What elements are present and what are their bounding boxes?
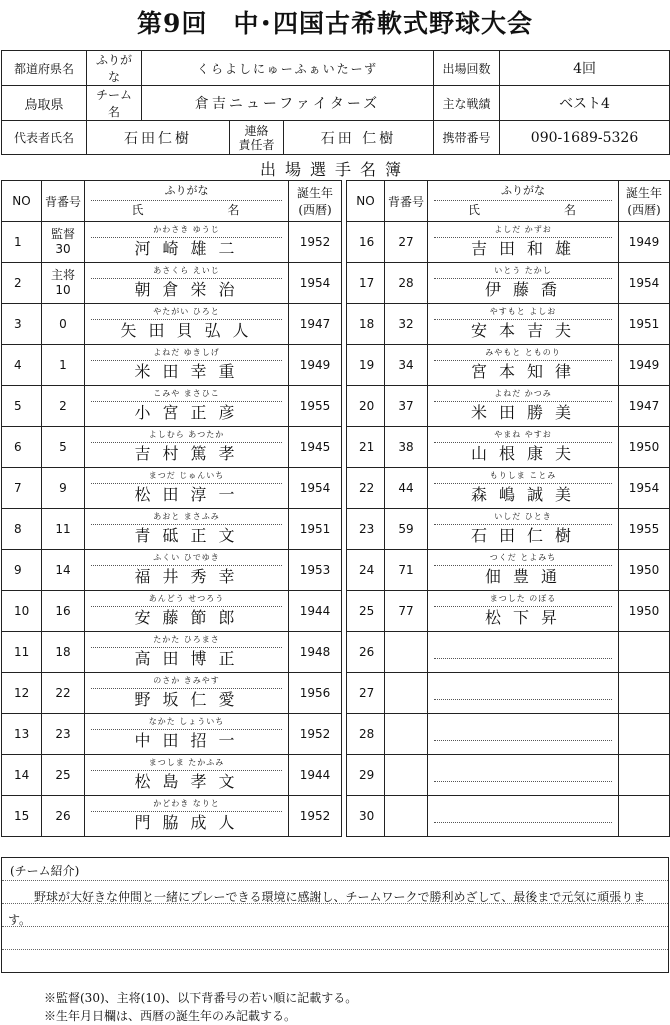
representative-label: 代表者氏名 <box>2 121 87 155</box>
player-name: 吉村篤孝 <box>134 444 247 463</box>
player-jersey-number: 14 <box>55 562 71 577</box>
player-jersey <box>42 468 85 509</box>
header-name-text: 氏 名 <box>131 203 260 217</box>
contact-label-line-2: 責任者 <box>238 137 275 152</box>
player-name-cell <box>85 345 289 386</box>
header-jersey: 背番号 <box>385 181 428 222</box>
player-name-cell <box>85 714 289 755</box>
table-row <box>2 304 670 345</box>
player-furigana: かどわき なりと <box>91 798 282 812</box>
player-name: 佃豊通 <box>484 567 569 586</box>
header-jersey: 背番号 <box>42 181 85 222</box>
player-furigana: あんどう せつろう <box>91 593 282 607</box>
player-jersey-number: 22 <box>55 685 71 700</box>
player-name: 松下昇 <box>484 608 569 627</box>
furigana-label: ふりがな <box>87 51 142 86</box>
table-row <box>2 263 670 304</box>
player-birth-year: 1952 <box>289 222 342 263</box>
player-furigana: まつした のぼる <box>434 593 612 607</box>
player-birth-year: 1947 <box>619 386 670 427</box>
player-jersey <box>42 714 85 755</box>
player-no: 1 <box>2 222 42 263</box>
player-jersey <box>385 386 428 427</box>
player-jersey-number: 30 <box>55 242 71 256</box>
player-no: 7 <box>2 468 42 509</box>
player-no: 20 <box>347 386 385 427</box>
player-no: 11 <box>2 632 42 673</box>
player-furigana: やたがい ひろと <box>91 306 282 320</box>
roster-header-row <box>2 181 670 222</box>
team-info-table <box>1 50 670 155</box>
player-name-cell <box>428 222 619 263</box>
player-name: 野坂仁愛 <box>134 690 247 709</box>
player-no: 2 <box>2 263 42 304</box>
header-birth-line-2: (西暦) <box>298 203 332 217</box>
player-furigana: よねだ ゆきしげ <box>91 347 282 361</box>
header-name-text: 氏 名 <box>467 203 596 217</box>
player-jersey <box>42 632 85 673</box>
player-no: 8 <box>2 509 42 550</box>
player-name-cell <box>85 468 289 509</box>
player-furigana: いしだ ひとき <box>434 511 612 525</box>
player-name-cell <box>428 304 619 345</box>
player-birth-year: 1945 <box>289 427 342 468</box>
player-jersey <box>385 796 428 837</box>
player-furigana: ふくい ひでゆき <box>91 552 282 566</box>
player-name: 小宮正彦 <box>134 403 247 422</box>
player-name-cell <box>85 427 289 468</box>
player-no: 6 <box>2 427 42 468</box>
player-name-cell <box>428 796 619 837</box>
player-jersey <box>42 796 85 837</box>
table-row <box>2 550 670 591</box>
player-name-cell <box>428 632 619 673</box>
player-name-cell <box>428 509 619 550</box>
player-birth-year: 1956 <box>289 673 342 714</box>
player-jersey-number: 34 <box>398 357 414 372</box>
player-no: 23 <box>347 509 385 550</box>
player-jersey <box>385 263 428 304</box>
player-name-cell <box>85 304 289 345</box>
player-no: 9 <box>2 550 42 591</box>
table-row <box>2 796 670 837</box>
footnote: ※生年月日欄は、西暦の誕生年のみ記載する。 <box>44 1009 297 1023</box>
player-birth-year: 1955 <box>619 509 670 550</box>
player-no: 25 <box>347 591 385 632</box>
contact-person-name: 石田 仁樹 <box>284 121 434 155</box>
player-jersey <box>42 591 85 632</box>
player-name-cell <box>428 427 619 468</box>
header-birth-line-2: (西暦) <box>627 203 661 217</box>
player-furigana: まつしま たかふみ <box>91 757 282 771</box>
player-no: 18 <box>347 304 385 345</box>
player-jersey <box>42 263 85 304</box>
player-name: 高田博正 <box>134 649 247 668</box>
header-no: NO <box>347 181 385 222</box>
player-name: 米田幸重 <box>134 362 247 381</box>
player-jersey-number: 9 <box>59 480 67 495</box>
player-furigana: なかた しょういち <box>91 716 282 730</box>
header-furigana: ふりがな <box>434 183 612 201</box>
phone-value: 090-1689-5326 <box>500 121 670 155</box>
player-name: 河崎雄二 <box>134 239 247 258</box>
header-furigana: ふりがな <box>91 183 282 201</box>
player-name-cell <box>85 632 289 673</box>
player-jersey <box>385 509 428 550</box>
player-birth-year <box>619 755 670 796</box>
player-jersey-number: 38 <box>398 439 414 454</box>
player-furigana: よしだ かずお <box>434 224 612 238</box>
record-value: ベスト4 <box>500 86 670 121</box>
player-jersey-number: 2 <box>59 398 67 413</box>
player-birth-year: 1950 <box>619 550 670 591</box>
player-no: 19 <box>347 345 385 386</box>
player-name: 山根康夫 <box>470 444 583 463</box>
player-name-cell <box>85 755 289 796</box>
player-jersey <box>42 345 85 386</box>
player-jersey <box>385 427 428 468</box>
player-birth-year: 1953 <box>289 550 342 591</box>
player-furigana: のさか きみやす <box>91 675 282 689</box>
player-no: 17 <box>347 263 385 304</box>
player-furigana: よしむら あつたか <box>91 429 282 443</box>
player-name: 吉田和雄 <box>470 239 583 258</box>
player-name: 中田招一 <box>134 731 247 750</box>
player-jersey <box>385 345 428 386</box>
player-furigana: あさくら えいじ <box>91 265 282 279</box>
player-furigana <box>434 727 612 741</box>
table-row <box>2 591 670 632</box>
header-name <box>428 181 619 222</box>
appearances-label: 出場回数 <box>434 51 500 86</box>
table-row <box>2 427 670 468</box>
player-jersey <box>385 468 428 509</box>
player-jersey-number: 5 <box>59 439 67 454</box>
intro-text <box>8 886 658 932</box>
player-furigana: いとう たかし <box>434 265 612 279</box>
header-birth-year <box>619 181 670 222</box>
player-furigana <box>434 686 612 700</box>
player-furigana <box>434 768 612 782</box>
appearances-value: 4回 <box>500 51 670 86</box>
player-furigana: もりしま ことみ <box>434 470 612 484</box>
player-jersey-number: 26 <box>55 808 71 823</box>
player-jersey <box>385 591 428 632</box>
player-no: 13 <box>2 714 42 755</box>
header-name <box>85 181 289 222</box>
player-jersey <box>385 714 428 755</box>
intro-rule <box>2 880 668 881</box>
player-birth-year: 1949 <box>619 345 670 386</box>
player-jersey-number: 44 <box>398 480 414 495</box>
table-row <box>2 386 670 427</box>
player-name: 安本吉夫 <box>470 321 583 340</box>
record-label: 主な戦績 <box>434 86 500 121</box>
player-jersey-number: 37 <box>398 398 414 413</box>
player-name-cell <box>428 673 619 714</box>
player-birth-year: 1954 <box>289 263 342 304</box>
player-name: 宮本知律 <box>470 362 583 381</box>
team-introduction-box <box>1 857 669 973</box>
player-birth-year: 1951 <box>289 509 342 550</box>
player-birth-year: 1951 <box>619 304 670 345</box>
player-birth-year: 1954 <box>619 263 670 304</box>
player-no: 22 <box>347 468 385 509</box>
player-name: 矢田貝弘人 <box>120 321 261 340</box>
player-furigana: やすもと よしお <box>434 306 612 320</box>
player-furigana: よねだ かつみ <box>434 388 612 402</box>
player-jersey-number: 27 <box>398 234 414 249</box>
player-birth-year: 1950 <box>619 591 670 632</box>
player-no: 3 <box>2 304 42 345</box>
player-birth-year: 1954 <box>289 468 342 509</box>
player-birth-year: 1955 <box>289 386 342 427</box>
player-jersey <box>385 550 428 591</box>
player-birth-year: 1952 <box>289 796 342 837</box>
player-no: 16 <box>347 222 385 263</box>
player-name-cell <box>85 673 289 714</box>
player-name: 石田仁樹 <box>470 526 583 545</box>
player-name: 福井秀幸 <box>134 567 247 586</box>
table-row <box>2 222 670 263</box>
player-name-cell <box>428 386 619 427</box>
player-no: 27 <box>347 673 385 714</box>
player-birth-year <box>619 673 670 714</box>
player-no: 14 <box>2 755 42 796</box>
player-furigana: まつだ じゅんいち <box>91 470 282 484</box>
player-name: 朝倉栄治 <box>134 280 247 299</box>
player-jersey <box>42 222 85 263</box>
player-birth-year: 1944 <box>289 755 342 796</box>
player-birth-year <box>619 632 670 673</box>
footnotes <box>44 989 357 1025</box>
player-jersey-number: 1 <box>59 357 67 372</box>
player-jersey <box>42 509 85 550</box>
player-furigana: みやもと とものり <box>434 347 612 361</box>
player-jersey <box>42 673 85 714</box>
player-jersey-number: 25 <box>55 767 71 782</box>
intro-text-content: 野球が大好きな仲間と一緒にプレーできる環境に感謝し、チームワークで勝利めざして、最後まで元気に頑張ります。 <box>8 890 646 927</box>
player-furigana <box>434 809 612 823</box>
player-jersey-number: 16 <box>55 603 71 618</box>
header-no: NO <box>2 181 42 222</box>
player-name-cell <box>428 755 619 796</box>
table-row <box>2 509 670 550</box>
player-birth-year: 1954 <box>619 468 670 509</box>
player-name-cell <box>85 263 289 304</box>
player-jersey-number: 11 <box>55 521 71 536</box>
player-furigana: あおと まさふみ <box>91 511 282 525</box>
player-name-cell <box>85 509 289 550</box>
table-row <box>2 673 670 714</box>
player-no: 21 <box>347 427 385 468</box>
table-row <box>2 632 670 673</box>
player-furigana: かわさき ゆうじ <box>91 224 282 238</box>
player-name-cell <box>428 263 619 304</box>
player-jersey-number: 71 <box>398 562 414 577</box>
player-name-cell <box>428 714 619 755</box>
intro-rule <box>2 949 668 950</box>
player-birth-year: 1948 <box>289 632 342 673</box>
player-birth-year <box>619 714 670 755</box>
header-birth-year <box>289 181 342 222</box>
player-jersey-number: 59 <box>398 521 414 536</box>
player-name-cell <box>85 222 289 263</box>
table-row <box>2 714 670 755</box>
player-no: 15 <box>2 796 42 837</box>
player-name: 米田勝美 <box>470 403 583 422</box>
player-birth-year: 1949 <box>619 222 670 263</box>
player-jersey-number: 18 <box>55 644 71 659</box>
player-jersey-number: 23 <box>55 726 71 741</box>
player-no: 26 <box>347 632 385 673</box>
table-row <box>2 755 670 796</box>
player-jersey <box>385 222 428 263</box>
player-jersey <box>42 550 85 591</box>
player-birth-year: 1952 <box>289 714 342 755</box>
player-role: 監督 <box>50 227 75 241</box>
player-no: 24 <box>347 550 385 591</box>
player-name: 松田淳一 <box>134 485 247 504</box>
player-birth-year: 1947 <box>289 304 342 345</box>
intro-heading: (チーム紹介) <box>10 864 80 878</box>
player-birth-year: 1950 <box>619 427 670 468</box>
player-name-cell <box>85 591 289 632</box>
player-jersey <box>42 386 85 427</box>
player-jersey-number: 0 <box>59 316 67 331</box>
player-jersey-number: 28 <box>398 275 414 290</box>
player-jersey <box>385 632 428 673</box>
table-row <box>2 345 670 386</box>
player-name: 安藤節郎 <box>134 608 247 627</box>
player-no: 5 <box>2 386 42 427</box>
player-role: 主将 <box>50 268 75 282</box>
header-birth-line-1: 誕生年 <box>625 186 662 200</box>
team-name-label: チーム名 <box>87 86 142 121</box>
player-furigana <box>434 645 612 659</box>
player-name: 森嶋誠美 <box>470 485 583 504</box>
player-birth-year: 1944 <box>289 591 342 632</box>
player-name-cell <box>428 468 619 509</box>
header-birth-line-1: 誕生年 <box>296 186 333 200</box>
document-title: 第9回 中･四国古希軟式野球大会 <box>137 9 533 38</box>
player-furigana: やまね やすお <box>434 429 612 443</box>
player-birth-year <box>619 796 670 837</box>
contact-person-label <box>230 121 284 155</box>
player-name-cell <box>428 550 619 591</box>
player-jersey-number: 77 <box>398 603 414 618</box>
player-jersey <box>42 304 85 345</box>
player-jersey-number: 32 <box>398 316 414 331</box>
player-name: 青砥正文 <box>134 526 247 545</box>
player-jersey <box>42 755 85 796</box>
player-name: 伊藤喬 <box>484 280 569 299</box>
team-name: 倉吉ニューファイターズ <box>142 86 434 121</box>
player-name: 松島孝文 <box>134 772 247 791</box>
player-name-cell <box>85 386 289 427</box>
player-no: 12 <box>2 673 42 714</box>
player-birth-year: 1949 <box>289 345 342 386</box>
player-no: 4 <box>2 345 42 386</box>
player-jersey <box>385 755 428 796</box>
player-jersey <box>42 427 85 468</box>
player-no: 30 <box>347 796 385 837</box>
prefecture-value: 鳥取県 <box>2 86 87 121</box>
player-name-cell <box>428 345 619 386</box>
prefecture-label: 都道府県名 <box>2 51 87 86</box>
roster-title: 出場選手名簿 <box>259 160 410 179</box>
team-furigana: くらよしにゅーふぁいたーず <box>142 51 434 86</box>
representative-name: 石田仁樹 <box>87 121 230 155</box>
player-name-cell <box>85 550 289 591</box>
player-name: 門脇成人 <box>134 813 247 832</box>
player-furigana: たかた ひろまさ <box>91 634 282 648</box>
roster-table <box>1 180 670 837</box>
player-no: 10 <box>2 591 42 632</box>
player-no: 29 <box>347 755 385 796</box>
player-name-cell <box>428 591 619 632</box>
player-jersey <box>385 673 428 714</box>
player-name-cell <box>85 796 289 837</box>
player-jersey <box>385 304 428 345</box>
table-row <box>2 468 670 509</box>
contact-label-line-1: 連絡 <box>244 123 269 138</box>
phone-label: 携帯番号 <box>434 121 500 155</box>
player-furigana: つくだ とよみち <box>434 552 612 566</box>
footnote: ※監督(30)、主将(10)、以下背番号の若い順に記載する。 <box>44 991 358 1005</box>
player-furigana: こみや まさひこ <box>91 388 282 402</box>
player-no: 28 <box>347 714 385 755</box>
player-jersey-number: 10 <box>55 283 71 297</box>
